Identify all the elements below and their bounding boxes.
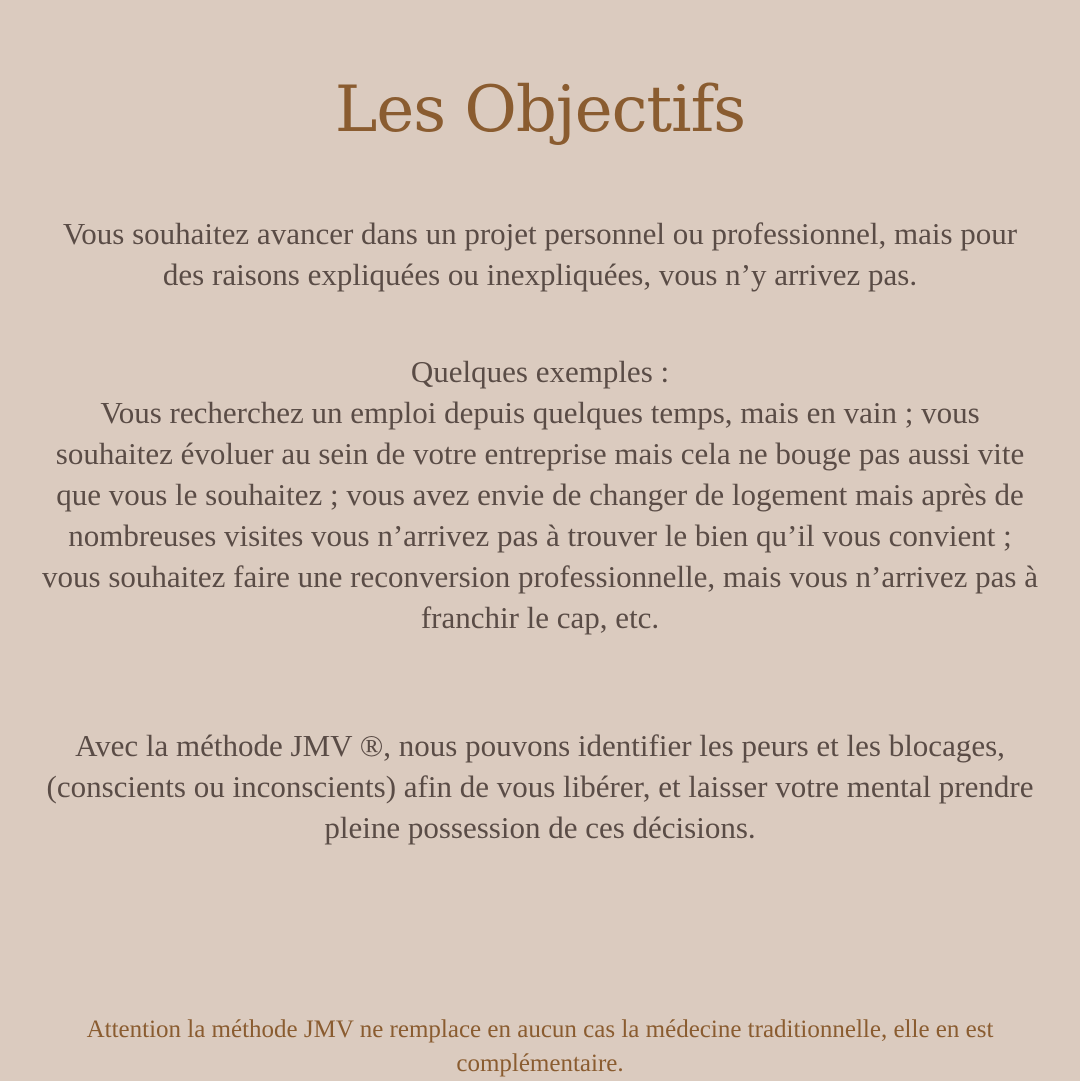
intro-paragraph: Vous souhaitez avancer dans un projet personnel ou professionnel, mais pour des raisons expliquées ou inexpliquées, vous n’y arrivez pas. [62,216,1018,292]
method-paragraph: Avec la méthode JMV ®, nous pouvons identifier les peurs et les blocages, (conscients ou inconscients) afin de vous libérer, et laisser votre mental prendre pleine possession de ces décisions. [46,728,1034,845]
disclaimer-footer: Attention la méthode JMV ne remplace en aucun cas la médecine traditionnelle, elle en est complémentaire. [86,1016,994,1077]
examples-label: Quelques exemples : [410,354,670,389]
examples-paragraph: Vous recherchez un emploi depuis quelques temps, mais en vain ; vous souhaitez évoluer au sein de votre entreprise mais cela ne bouge pas aussi vite que vous le souhaitez ; vous avez envie de changer de logement mais après de nombreuses visites vous n’arrivez pas à trouver le bien qu’il vous convient ; vous souhaitez faire une reconversion professionnelle, mais vous n’arrivez pas à franchir le cap, etc. [42,395,1038,635]
page-title: Les Objectifs [334,73,746,147]
